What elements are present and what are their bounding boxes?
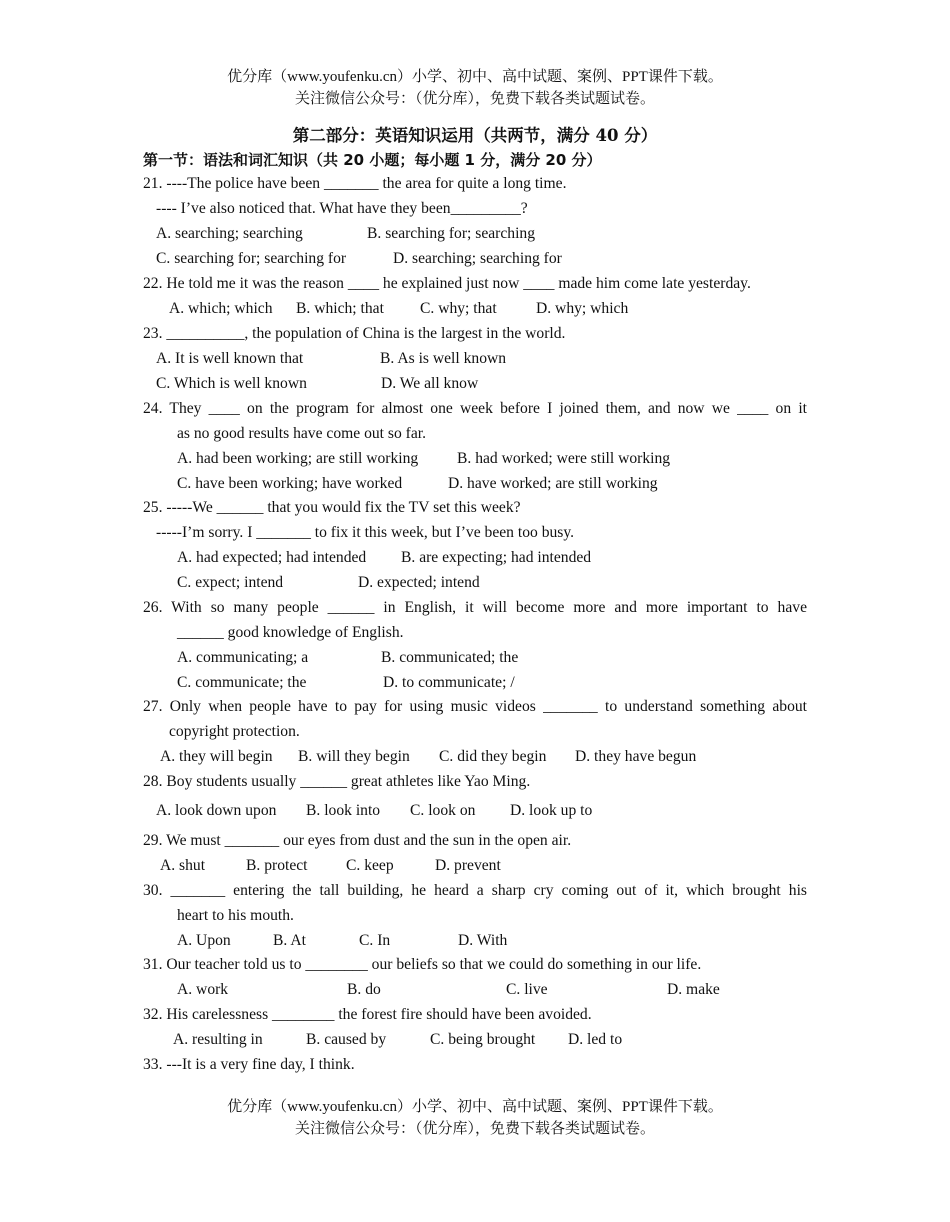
question-22-option-d: D. why; which [536, 300, 629, 317]
question-29-option-b: B. protect [246, 857, 308, 874]
question-30-option-d: D. With [458, 932, 508, 949]
question-31-stem: 31. Our teacher told us to ________ our beliefs so that we could do something in our life. [143, 956, 702, 973]
question-32-option-a: A. resulting in [173, 1031, 263, 1048]
question-27-stem-2: copyright protection. [169, 723, 300, 740]
question-23-option-a: A. It is well known that [156, 350, 304, 367]
question-30-option-c: C. In [359, 932, 391, 949]
question-29-option-a: A. shut [160, 857, 206, 874]
question-32-option-c: C. being brought [430, 1031, 536, 1048]
question-31-option-b: B. do [347, 981, 381, 998]
question-21-stem: 21. ----The police have been _______ the area for quite a long time. [143, 175, 567, 192]
question-24-stem: 24. They ____ on the program for almost one week before I joined them, and now we ____ on it [143, 400, 807, 417]
question-21-option-d: D. searching; searching for [393, 250, 562, 267]
page-footer [0, 1096, 950, 1140]
section-title: 第一节：语法和词汇知识（共 20 小题；每小题 1 分，满分 20 分） [143, 151, 602, 169]
question-27-option-b: B. will they begin [298, 748, 410, 765]
question-28-option-d: D. look up to [510, 802, 593, 819]
question-29-stem: 29. We must _______ our eyes from dust and the sun in the open air. [143, 832, 572, 849]
question-27-option-c: C. did they begin [439, 748, 547, 765]
header-line-1: 优分库（www.youfenku.cn）小学、初中、高中试题、案例、PPT课件下载。 [227, 69, 723, 85]
question-28-stem: 28. Boy students usually ______ great athletes like Yao Ming. [143, 773, 531, 790]
question-23-option-d: D. We all know [381, 375, 479, 392]
page-header [0, 66, 950, 110]
question-24-stem-2: as no good results have come out so far. [177, 425, 427, 442]
question-25-option-c: C. expect; intend [177, 574, 284, 591]
question-25-option-a: A. had expected; had intended [177, 549, 367, 566]
question-24-option-c: C. have been working; have worked [177, 475, 403, 492]
question-32-option-b: B. caused by [306, 1031, 387, 1048]
question-26-option-a: A. communicating; a [177, 649, 309, 666]
question-24-option-b: B. had worked; were still working [457, 450, 671, 467]
question-25-option-d: D. expected; intend [358, 574, 480, 591]
question-30-stem-2: heart to his mouth. [177, 907, 294, 924]
footer-line-1: 优分库（www.youfenku.cn）小学、初中、高中试题、案例、PPT课件下载。 [227, 1099, 723, 1115]
question-22-option-b: B. which; that [296, 300, 384, 317]
question-29-option-d: D. prevent [435, 857, 501, 874]
question-27-stem: 27. Only when people have to pay for using music videos _______ to understand something about [143, 698, 807, 715]
question-27-option-a: A. they will begin [160, 748, 273, 765]
question-30-option-a: A. Upon [177, 932, 231, 949]
question-26-option-d: D. to communicate; / [383, 674, 515, 691]
question-22-option-a: A. which; which [169, 300, 273, 317]
question-28-option-a: A. look down upon [156, 802, 277, 819]
question-26-option-b: B. communicated; the [381, 649, 519, 666]
question-24-option-a: A. had been working; are still working [177, 450, 419, 467]
question-25-stem: 25. -----We ______ that you would fix the TV set this week? [143, 499, 521, 516]
header-line-2: 关注微信公众号：（优分库），免费下载各类试题试卷。 [294, 91, 655, 107]
question-26-stem: 26. With so many people ______ in English, it will become more and more important to have [143, 599, 807, 616]
question-21-option-a: A. searching; searching [156, 225, 303, 242]
question-21-option-b: B. searching for; searching [367, 225, 536, 242]
question-32-option-d: D. led to [568, 1031, 623, 1048]
question-26-stem-2: ______ good knowledge of English. [177, 624, 404, 641]
question-23-stem: 23. __________, the population of China is the largest in the world. [143, 325, 566, 342]
footer-line-2: 关注微信公众号：（优分库），免费下载各类试题试卷。 [294, 1121, 655, 1137]
question-21-option-c: C. searching for; searching for [156, 250, 347, 267]
question-26-option-c: C. communicate; the [177, 674, 307, 691]
question-27-option-d: D. they have begun [575, 748, 697, 765]
question-23-option-b: B. As is well known [380, 350, 507, 367]
question-25-option-b: B. are expecting; had intended [401, 549, 592, 566]
part-title: 第二部分：英语知识运用（共两节，满分 40 分） [292, 126, 658, 145]
question-22-option-c: C. why; that [420, 300, 497, 317]
question-29-option-c: C. keep [346, 857, 394, 874]
question-23-option-c: C. Which is well known [156, 375, 307, 392]
question-33-stem: 33. ---It is a very fine day, I think. [143, 1056, 355, 1073]
question-31-option-a: A. work [177, 981, 229, 998]
question-28-option-c: C. look on [410, 802, 476, 819]
question-24-option-d: D. have worked; are still working [448, 475, 658, 492]
question-30-stem: 30. _______ entering the tall building, he heard a sharp cry coming out of it, which brought his [143, 882, 807, 899]
question-28-option-b: B. look into [306, 802, 381, 819]
question-21-stem-2: ---- I’ve also noticed that. What have they been_________? [156, 200, 528, 217]
question-22-stem: 22. He told me it was the reason ____ he explained just now ____ made him come late yesterday. [143, 275, 751, 292]
question-30-option-b: B. At [273, 932, 306, 949]
question-25-stem-2: -----I’m sorry. I _______ to fix it this week, but I’ve been too busy. [156, 524, 575, 541]
question-32-stem: 32. His carelessness ________ the forest fire should have been avoided. [143, 1006, 592, 1023]
question-31-option-d: D. make [667, 981, 720, 998]
question-31-option-c: C. live [506, 981, 548, 998]
